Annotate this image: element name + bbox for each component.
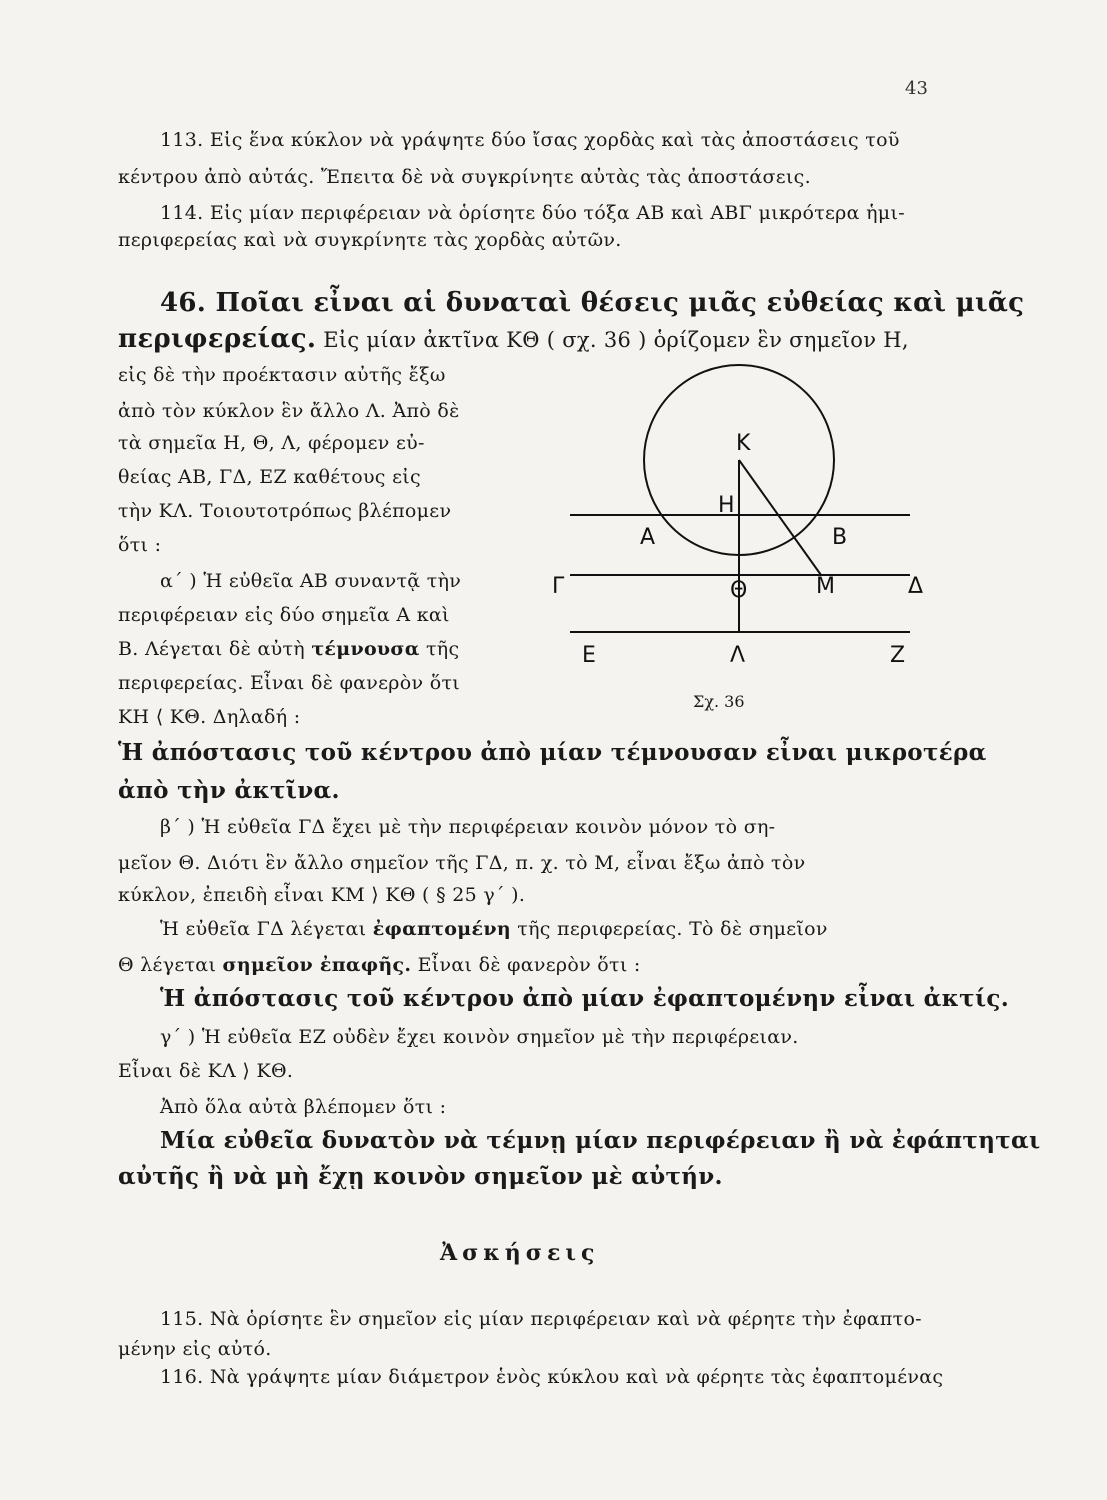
term-contact-point: σημεῖον ἐπαφῆς. [222, 954, 412, 976]
rule-3-line2: αὐτῆς ἢ νὰ μὴ ἔχῃ κοινὸν σημεῖον μὲ αὐτήν. [118, 1163, 723, 1190]
case-b-line2: μεῖον Θ. Διότι ἓν ἄλλο σημεῖον τῆς ΓΔ, π. χ. τὸ Μ, εἶναι ἔξω ἀπὸ τὸν [118, 852, 806, 874]
exercise-114-line2: περιφερείας καὶ νὰ συγκρίνητε τὰς χορδὰς αὐτῶν. [118, 229, 622, 251]
figure-caption: Σχ. 36 [693, 692, 745, 711]
label-A: A [640, 525, 656, 550]
exercise-114-line1: 114. Εἰς μίαν περιφέρειαν νὰ ὁρίσητε δύο τόξα ΑΒ καὶ ΑΒΓ μικρότερα ἡμι- [160, 202, 905, 224]
text-l4: ἀπὸ τὸν κύκλον ἓν ἄλλο Λ. Ἀπὸ δὲ [118, 400, 460, 422]
heading-word-bold: περιφερείας. [118, 324, 317, 354]
contact-post: Εἶναι δὲ φανερὸν ὅτι : [411, 954, 641, 976]
label-E: E [582, 643, 596, 668]
label-M: M [816, 574, 835, 599]
label-L: Λ [730, 643, 746, 668]
exercises-title: Ἀσκήσεις [440, 1240, 600, 1266]
case-a-line4: περιφερείας. Εἶναι δὲ φανερὸν ὅτι [118, 672, 461, 694]
case-a-line3-pre: Β. Λέγεται δὲ αὐτὴ [118, 638, 312, 660]
section-intro-line [118, 324, 909, 356]
case-b-line1: β΄ ) Ἡ εὐθεῖα ΓΔ ἔχει μὲ τὴν περιφέρειαν κοινὸν μόνον τὸ ση- [160, 816, 776, 838]
case-a-line2: περιφέρειαν εἰς δύο σημεῖα Α καὶ [118, 604, 450, 626]
text-l3: εἰς δὲ τὴν προέκτασιν αὐτῆς ἔξω [118, 364, 446, 386]
intro-text: Εἰς μίαν ἀκτῖνα ΚΘ ( σχ. 36 ) ὁρίζομεν ἓν σημεῖον Η, [316, 328, 909, 352]
label-Z: Z [890, 643, 906, 668]
exercise-115-line1: 115. Νὰ ὁρίσητε ἓν σημεῖον εἰς μίαν περιφέρειαν καὶ νὰ φέρητε τὴν ἐφαπτο- [160, 1308, 922, 1330]
label-D: Δ [908, 574, 924, 599]
label-H: H [718, 493, 735, 518]
segment-KM [739, 460, 821, 575]
term-tangent: ἐφαπτομένη [372, 918, 511, 940]
text-l5: τὰ σημεῖα Η, Θ, Λ, φέρομεν εὐ- [118, 432, 425, 454]
case-a-line3-post: τῆς [419, 638, 460, 660]
case-a-line3 [118, 634, 459, 664]
summary-intro: Ἀπὸ ὅλα αὐτὰ βλέπομεν ὅτι : [160, 1096, 447, 1118]
tangent-pre: Ἡ εὐθεῖα ΓΔ λέγεται [160, 918, 373, 940]
rule-1-line2: ἀπὸ τὴν ἀκτῖνα. [118, 777, 340, 804]
exercise-116-line1: 116. Νὰ γράψητε μίαν διάμετρον ἑνὸς κύκλου καὶ νὰ φέρητε τὰς ἐφαπτομένας [160, 1366, 944, 1388]
figure-36 [540, 360, 940, 690]
exercise-113-line1: 113. Εἰς ἕνα κύκλον νὰ γράψητε δύο ἴσας χορδὰς καὶ τὰς ἀποστάσεις τοῦ [160, 129, 900, 151]
rule-3-line1: Μία εὐθεῖα δυνατὸν νὰ τέμνῃ μίαν περιφέρειαν ἢ νὰ ἐφάπτηται [160, 1127, 1041, 1154]
term-secant: τέμνουσα [311, 638, 420, 660]
case-g-line1: γ΄ ) Ἡ εὐθεῖα ΕΖ οὐδὲν ἔχει κοινὸν σημεῖον μὲ τὴν περιφέρειαν. [160, 1026, 799, 1048]
label-G: Γ [552, 574, 565, 599]
case-b-line3: κύκλον, ἐπειδὴ εἶναι ΚΜ ⟩ ΚΘ ( § 25 γ΄ ). [118, 884, 526, 906]
page-number: 43 [905, 78, 928, 99]
tangent-post: τῆς περιφερείας. Τὸ δὲ σημεῖον [510, 918, 828, 940]
rule-1-line1: Ἡ ἀπόστασις τοῦ κέντρου ἀπὸ μίαν τέμνουσαν εἶναι μικροτέρα [118, 739, 987, 766]
label-K: K [736, 431, 751, 456]
case-a-line1: α΄ ) Ἡ εὐθεῖα ΑΒ συναντᾷ τὴν [160, 570, 462, 592]
label-B: B [832, 525, 848, 550]
text-l8: ὅτι : [118, 534, 162, 556]
contact-pre: Θ λέγεται [118, 954, 223, 976]
section-heading: 46. Ποῖαι εἶναι αἱ δυναταὶ θέσεις μιᾶς εὐθείας καὶ μιᾶς [160, 288, 1025, 318]
tangent-line2 [118, 950, 641, 980]
rule-2: Ἡ ἀπόστασις τοῦ κέντρου ἀπὸ μίαν ἐφαπτομένην εἶναι ἀκτίς. [160, 985, 1009, 1012]
text-l6: θείας ΑΒ, ΓΔ, ΕΖ καθέτους εἰς [118, 466, 421, 488]
label-TH: Θ [730, 578, 748, 603]
case-a-line5: ΚΗ ⟨ ΚΘ. Δηλαδή : [118, 706, 301, 728]
exercise-115-line2: μένην εἰς αὐτό. [118, 1338, 272, 1360]
tangent-line1 [160, 914, 828, 944]
case-g-line2: Εἶναι δὲ ΚΛ ⟩ ΚΘ. [118, 1060, 294, 1082]
text-l7: τὴν ΚΛ. Τοιουτοτρόπως βλέπομεν [118, 500, 452, 522]
exercise-113-line2: κέντρου ἀπὸ αὐτάς. Ἔπειτα δὲ νὰ συγκρίνητε αὐτὰς τὰς ἀποστάσεις. [118, 166, 811, 188]
